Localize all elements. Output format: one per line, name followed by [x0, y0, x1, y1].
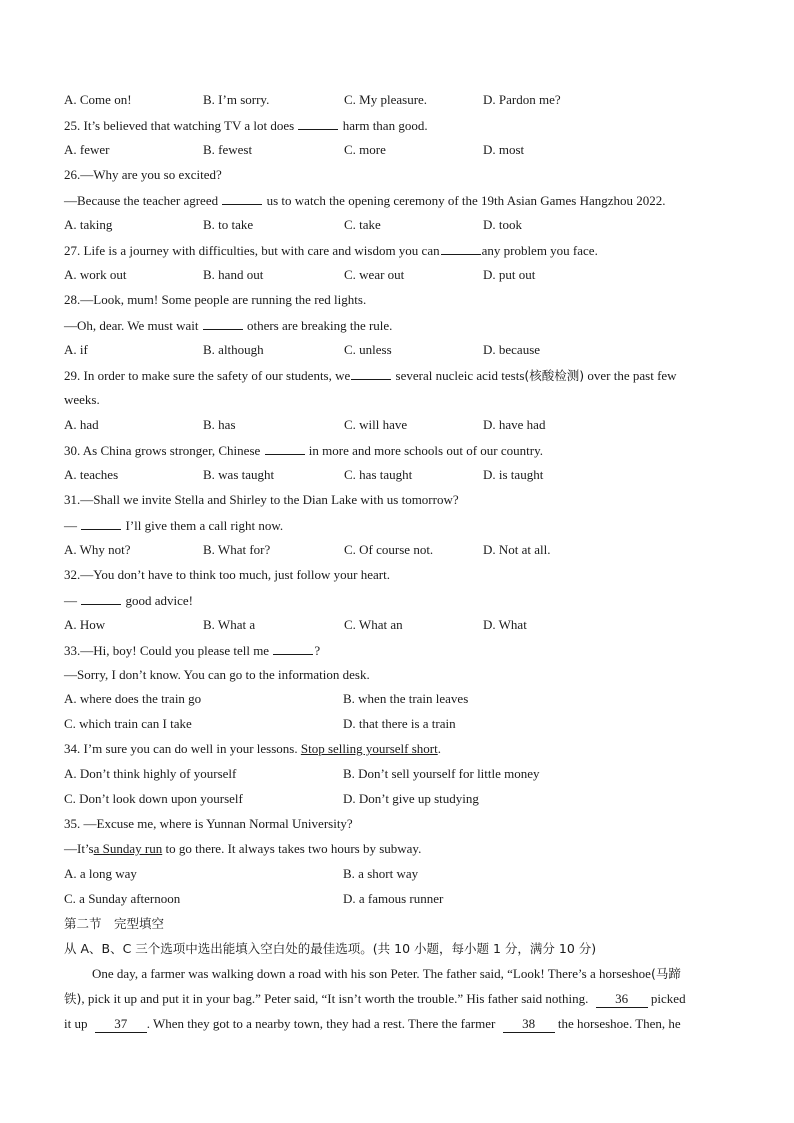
q30-stem-start: 30. As China grows stronger, Chinese: [64, 443, 261, 458]
q25-option-a[interactable]: A. fewer: [64, 142, 110, 157]
q32-option-a[interactable]: A. How: [64, 617, 106, 632]
cloze-blank-37[interactable]: 37: [95, 1016, 147, 1033]
q34-stem: [64, 741, 441, 757]
q27-stem-start: 27. Life is a journey with difficulties, but with care and wisdom you can: [64, 243, 440, 258]
q35-stem-start: —It’s: [64, 841, 94, 856]
q29-stem-cont: weeks.: [64, 392, 100, 407]
q35-option-b[interactable]: B. a short way: [343, 866, 419, 881]
q29-stem-start: 29. In order to make sure the safety of our students, we: [64, 368, 351, 383]
q30-stem-end: in more and more schools out of our country.: [308, 443, 543, 458]
q32-answer-blank[interactable]: [81, 592, 121, 605]
q29-chinese-gloss: (核酸检测): [524, 368, 585, 383]
q34-option-c[interactable]: C. Don’t look down upon yourself: [64, 791, 243, 806]
q34-underlined-phrase: Stop selling yourself short: [300, 741, 438, 756]
q34-stem-start: 34. I’m sure you can do well in your lessons.: [64, 741, 298, 756]
q25-answer-blank[interactable]: [298, 117, 338, 130]
q33-option-b[interactable]: B. when the train leaves: [343, 691, 469, 706]
passage-chinese-gloss: (马蹄: [650, 966, 681, 981]
q25-option-b[interactable]: B. fewest: [203, 142, 253, 157]
q33-answer-blank[interactable]: [273, 642, 313, 655]
q25-stem-end: harm than good.: [342, 118, 428, 133]
q33-option-a[interactable]: A. where does the train go: [64, 691, 202, 706]
q31-option-d[interactable]: D. Not at all.: [483, 542, 551, 557]
q26-answer-blank[interactable]: [222, 192, 262, 205]
q25-stem-start: 25. It’s believed that watching TV a lot does: [64, 118, 295, 133]
q31-option-b[interactable]: B. What for?: [203, 542, 271, 557]
q27-option-d[interactable]: D. put out: [483, 267, 536, 282]
q31-option-c[interactable]: C. Of course not.: [344, 542, 434, 557]
passage-text: it up: [64, 1016, 88, 1031]
q25-stem: [64, 117, 428, 134]
q35-stem: [64, 841, 421, 857]
q31-option-a[interactable]: A. Why not?: [64, 542, 131, 557]
q27-answer-blank[interactable]: [441, 242, 481, 255]
passage-line-3: [64, 1016, 681, 1033]
q32-stem-end: good advice!: [125, 593, 194, 608]
q35-underlined-phrase: a Sunday run: [93, 841, 163, 856]
passage-text: , pick it up and put it in your bag.” Peter said, “It isn’t worth the trouble.” His father said nothing.: [81, 991, 589, 1006]
q26-option-c[interactable]: C. take: [344, 217, 381, 232]
q35-question: 35. —Excuse me, where is Yunnan Normal University?: [64, 816, 353, 831]
q32-stem: [64, 592, 193, 609]
q25-option-c[interactable]: C. more: [344, 142, 386, 157]
q29-option-b[interactable]: B. has: [203, 417, 236, 432]
q30-option-b[interactable]: B. was taught: [203, 467, 275, 482]
q32-question: 32.—You don’t have to think too much, just follow your heart.: [64, 567, 390, 582]
q28-answer-blank[interactable]: [203, 317, 243, 330]
q32-option-c[interactable]: C. What an: [344, 617, 403, 632]
q30-stem: [64, 442, 543, 459]
q31-stem: [64, 517, 283, 534]
q28-stem: [64, 317, 392, 334]
q29-stem-middle: several nucleic acid tests: [395, 368, 525, 383]
passage-line-2: [64, 991, 686, 1008]
q31-answer-blank[interactable]: [81, 517, 121, 530]
q24-option-a[interactable]: A. Come on!: [64, 92, 132, 107]
q32-option-d[interactable]: D. What: [483, 617, 527, 632]
q29-answer-blank[interactable]: [351, 367, 391, 380]
q35-option-a[interactable]: A. a long way: [64, 866, 137, 881]
q29-option-d[interactable]: D. have had: [483, 417, 546, 432]
q29-stem: [64, 367, 677, 384]
q32-option-b[interactable]: B. What a: [203, 617, 256, 632]
passage-text: picked: [650, 991, 686, 1006]
q33-stem-start: 33.—Hi, boy! Could you please tell me: [64, 643, 270, 658]
q32-stem-dash: —: [64, 593, 77, 608]
q31-question: 31.—Shall we invite Stella and Shirley to the Dian Lake with us tomorrow?: [64, 492, 459, 507]
q29-option-c[interactable]: C. will have: [344, 417, 408, 432]
q30-option-c[interactable]: C. has taught: [344, 467, 413, 482]
q27-option-c[interactable]: C. wear out: [344, 267, 405, 282]
q28-question: 28.—Look, mum! Some people are running the red lights.: [64, 292, 367, 307]
q35-option-d[interactable]: D. a famous runner: [343, 891, 444, 906]
passage-line-1: [92, 966, 681, 982]
q24-option-b[interactable]: B. I’m sorry.: [203, 92, 270, 107]
q33-reply: —Sorry, I don’t know. You can go to the information desk.: [64, 667, 370, 682]
q34-stem-end: .: [437, 741, 441, 756]
q26-option-d[interactable]: D. took: [483, 217, 522, 232]
passage-text: . When they got to a nearby town, they had a rest. There the farmer: [146, 1016, 496, 1031]
q33-option-c[interactable]: C. which train can I take: [64, 716, 192, 731]
q27-option-b[interactable]: B. hand out: [203, 267, 264, 282]
q26-question: 26.—Why are you so excited?: [64, 167, 222, 182]
q26-option-b[interactable]: B. to take: [203, 217, 254, 232]
q29-stem-end: over the past few: [587, 368, 677, 383]
passage-text: the horseshoe. Then, he: [557, 1016, 681, 1031]
q28-option-c[interactable]: C. unless: [344, 342, 392, 357]
q29-option-a[interactable]: A. had: [64, 417, 99, 432]
q27-stem-end: any problem you face.: [481, 243, 598, 258]
q33-option-d[interactable]: D. that there is a train: [343, 716, 456, 731]
q30-answer-blank[interactable]: [265, 442, 305, 455]
q28-option-a[interactable]: A. if: [64, 342, 88, 357]
q26-stem-start: —Because the teacher agreed: [64, 193, 219, 208]
cloze-blank-36[interactable]: 36: [596, 991, 648, 1008]
q33-stem: [64, 642, 320, 659]
q26-option-a[interactable]: A. taking: [64, 217, 113, 232]
q24-option-d[interactable]: D. Pardon me?: [483, 92, 561, 107]
passage-chinese-gloss-end: 铁): [64, 991, 82, 1006]
q33-stem-end: ?: [314, 643, 321, 658]
passage-text: One day, a farmer was walking down a road with his son Peter. The father said, “Look! There’s a horseshoe: [92, 966, 651, 981]
q28-option-d[interactable]: D. because: [483, 342, 541, 357]
q27-option-a[interactable]: A. work out: [64, 267, 127, 282]
q27-stem: [64, 242, 598, 259]
q30-option-d[interactable]: D. is taught: [483, 467, 544, 482]
q24-option-c[interactable]: C. My pleasure.: [344, 92, 428, 107]
q26-stem-end: us to watch the opening ceremony of the 19th Asian Games Hangzhou 2022.: [266, 193, 666, 208]
q26-stem: [64, 192, 666, 209]
q28-option-b[interactable]: B. although: [203, 342, 264, 357]
q25-option-d[interactable]: D. most: [483, 142, 525, 157]
section-title: 第二节 完型填空: [64, 916, 165, 931]
section-instruction: 从 A、B、C 三个选项中选出能填入空白处的最佳选项。(共 10 小题，每小题 1 分，满分 10 分): [64, 941, 597, 956]
q34-option-a[interactable]: A. Don’t think highly of yourself: [64, 766, 237, 781]
q35-stem-end: to go there. It always takes two hours by subway.: [165, 841, 422, 856]
q34-option-d[interactable]: D. Don’t give up studying: [343, 791, 479, 806]
cloze-blank-38[interactable]: 38: [503, 1016, 555, 1033]
q28-stem-end: others are breaking the rule.: [246, 318, 393, 333]
q31-stem-end: I’ll give them a call right now.: [125, 518, 284, 533]
q30-option-a[interactable]: A. teaches: [64, 467, 119, 482]
q35-option-c[interactable]: C. a Sunday afternoon: [64, 891, 181, 906]
q31-stem-dash: —: [64, 518, 77, 533]
q34-option-b[interactable]: B. Don’t sell yourself for little money: [343, 766, 540, 781]
q28-stem-start: —Oh, dear. We must wait: [64, 318, 199, 333]
